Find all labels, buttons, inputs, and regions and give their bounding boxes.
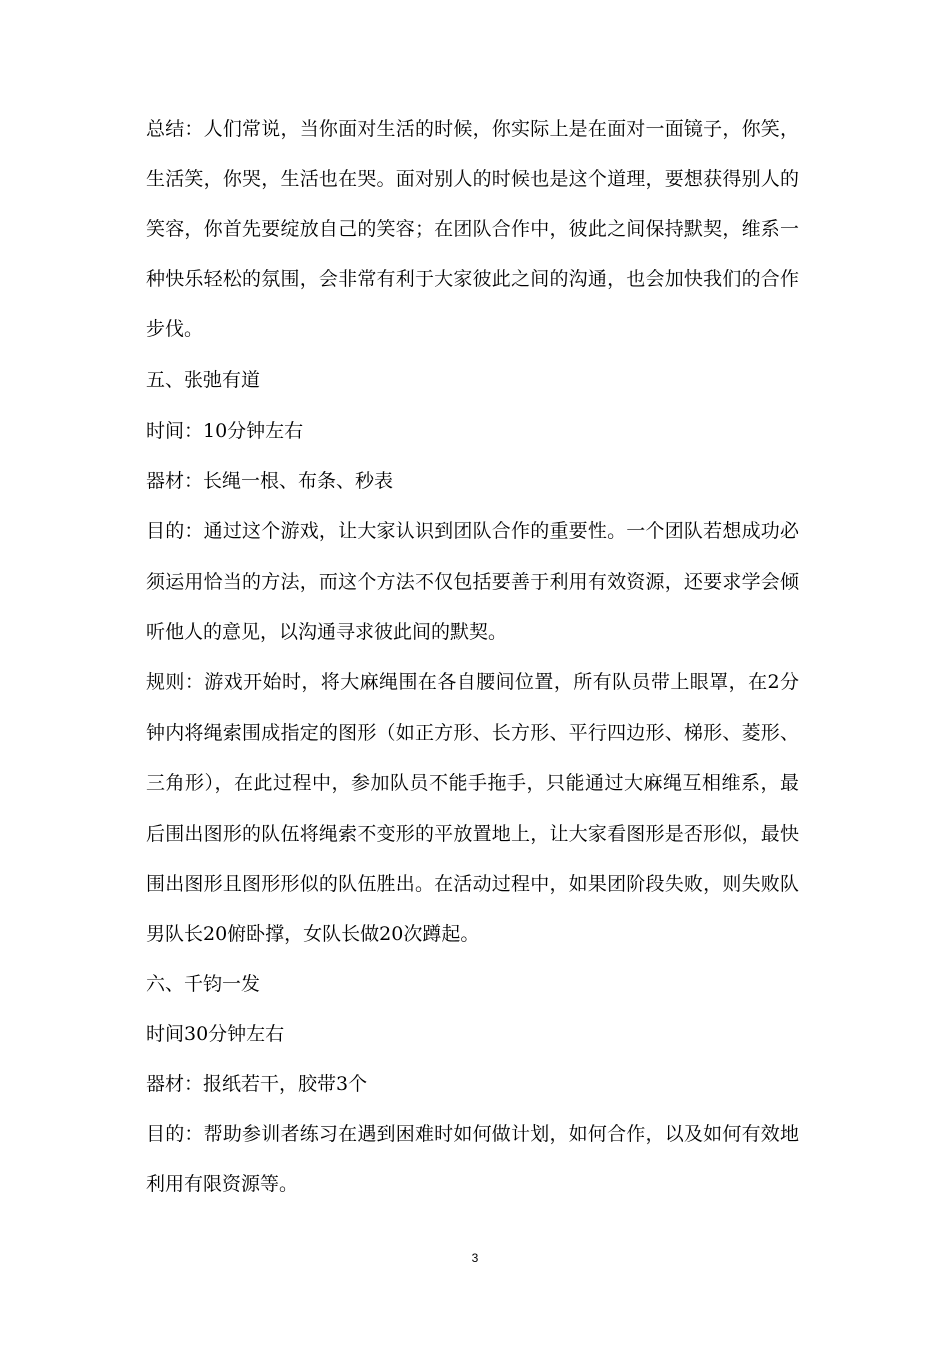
section-5-rules-line-2: 钟内将绳索围成指定的图形（如正方形、长方形、平行四边形、梯形、菱形、 [146, 722, 799, 744]
summary-line-3: 笑容，你首先要绽放自己的笑容；在团队合作中，彼此之间保持默契，维系一 [146, 218, 799, 240]
page-number: 3 [471, 1251, 479, 1265]
section-5-purpose-line-1: 目的：通过这个游戏，让大家认识到团队合作的重要性。一个团队若想成功必 [146, 520, 799, 542]
section-6-purpose-line-1: 目的：帮助参训者练习在遇到困难时如何做计划，如何合作，以及如何有效地 [146, 1123, 799, 1145]
section-heading-6: 六、千钧一发 [146, 973, 261, 995]
section-heading-5: 五、张弛有道 [146, 369, 261, 391]
summary-line-5: 步伐。 [146, 318, 204, 340]
summary-line-2: 生活笑，你哭，生活也在哭。面对别人的时候也是这个道理，要想获得别人的 [146, 168, 799, 190]
section-5-purpose-line-3: 听他人的意见，以沟通寻求彼此间的默契。 [146, 621, 508, 643]
section-6-purpose-line-2: 利用有限资源等。 [146, 1173, 299, 1195]
section-5-rules-line-4: 后围出图形的队伍将绳索不变形的平放置地上，让大家看图形是否形似，最快 [146, 823, 799, 845]
section-5-rules-line-5: 围出图形且图形形似的队伍胜出。在活动过程中，如果团阶段失败，则失败队 [146, 873, 799, 895]
section-5-rules-line-6: 男队长20俯卧撑，女队长做20次蹲起。 [146, 923, 480, 945]
section-5-equipment: 器材：长绳一根、布条、秒表 [146, 470, 394, 492]
section-5-time: 时间：10分钟左右 [146, 420, 304, 442]
section-5-rules-line-3: 三角形），在此过程中，参加队员不能手拖手，只能通过大麻绳互相维系，最 [146, 772, 799, 794]
section-6-time: 时间30分钟左右 [146, 1023, 285, 1045]
section-6-equipment: 器材：报纸若干，胶带3个 [146, 1073, 368, 1095]
section-5-rules-line-1: 规则：游戏开始时，将大麻绳围在各自腰间位置，所有队员带上眼罩，在2分 [146, 671, 799, 693]
summary-line-4: 种快乐轻松的氛围，会非常有利于大家彼此之间的沟通，也会加快我们的合作 [146, 268, 799, 290]
section-5-purpose-line-2: 须运用恰当的方法，而这个方法不仅包括要善于利用有效资源，还要求学会倾 [146, 571, 799, 593]
summary-line-1: 总结：人们常说，当你面对生活的时候，你实际上是在面对一面镜子，你笑， [146, 118, 799, 140]
